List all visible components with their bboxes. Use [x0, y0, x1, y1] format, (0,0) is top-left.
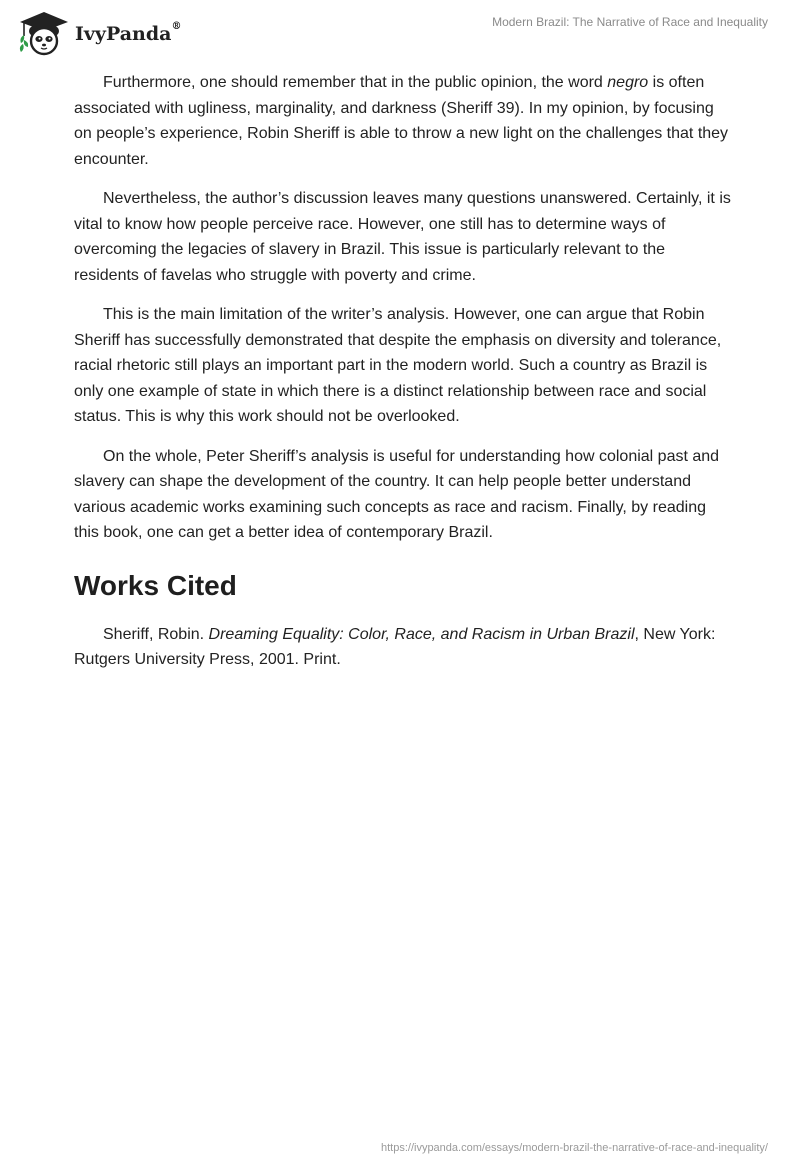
emphasis-negro: negro — [607, 74, 649, 91]
paragraph-1: Furthermore, one should remember that in the public opinion, the word negro is often associated with ugliness, marginality, and darkness (Sheriff 39). In my opinion, by focusing on people’s experience, Robin Sheriff is able to throw a new light on the challenges that they encounter. — [74, 74, 729, 168]
paragraph-3: This is the main limitation of the writer’s analysis. However, one can argue that Robin Sheriff has successfully demonstrated that despite the emphasis on diversity and tolerance, racial rhetoric still plays an important part in the modern world. Such a country as Brazil is only one example of state in which there is a distinct relationship between race and social status. This is why this work should not be overlooked. — [74, 306, 722, 425]
paragraph-2: Nevertheless, the author’s discussion leaves many questions unanswered. Certainly, it is vital to know how people perceive race. However, one still has to determine ways of overcoming the legacies of slavery in Brazil. This issue is particularly relevant to the residents of favelas who struggle with poverty and crime. — [74, 190, 731, 284]
document-title: Modern Brazil: The Narrative of Race and Inequality — [492, 15, 768, 29]
ivypanda-logo[interactable] — [14, 9, 181, 57]
citation-title: Dreaming Equality: Color, Race, and Racism in Urban Brazil — [208, 625, 635, 643]
panda-graduate-icon — [14, 9, 72, 57]
registered-mark: ® — [171, 21, 182, 32]
paragraph-4: On the whole, Peter Sheriff’s analysis is useful for understanding how colonial past and slavery can shape the development of the country. It can help people better understand various academic works examining such concepts as race and racism. Finally, by reading this book, one can get a better idea of contemporary Brazil. — [74, 447, 720, 541]
page-header — [0, 0, 800, 60]
works-cited-heading: Works Cited — [74, 569, 237, 601]
source-url[interactable]: https://ivypanda.com/essays/modern-brazil-the-narrative-of-race-and-inequality/ — [380, 1142, 768, 1154]
citation-entry: Sheriff, Robin. Dreaming Equality: Color, Race, and Racism in Urban Brazil, New York: Rutgers University Press, 2001. Print. — [74, 625, 716, 668]
logo-wordmark: IvyPanda® — [75, 21, 182, 45]
essay-body — [74, 70, 734, 687]
